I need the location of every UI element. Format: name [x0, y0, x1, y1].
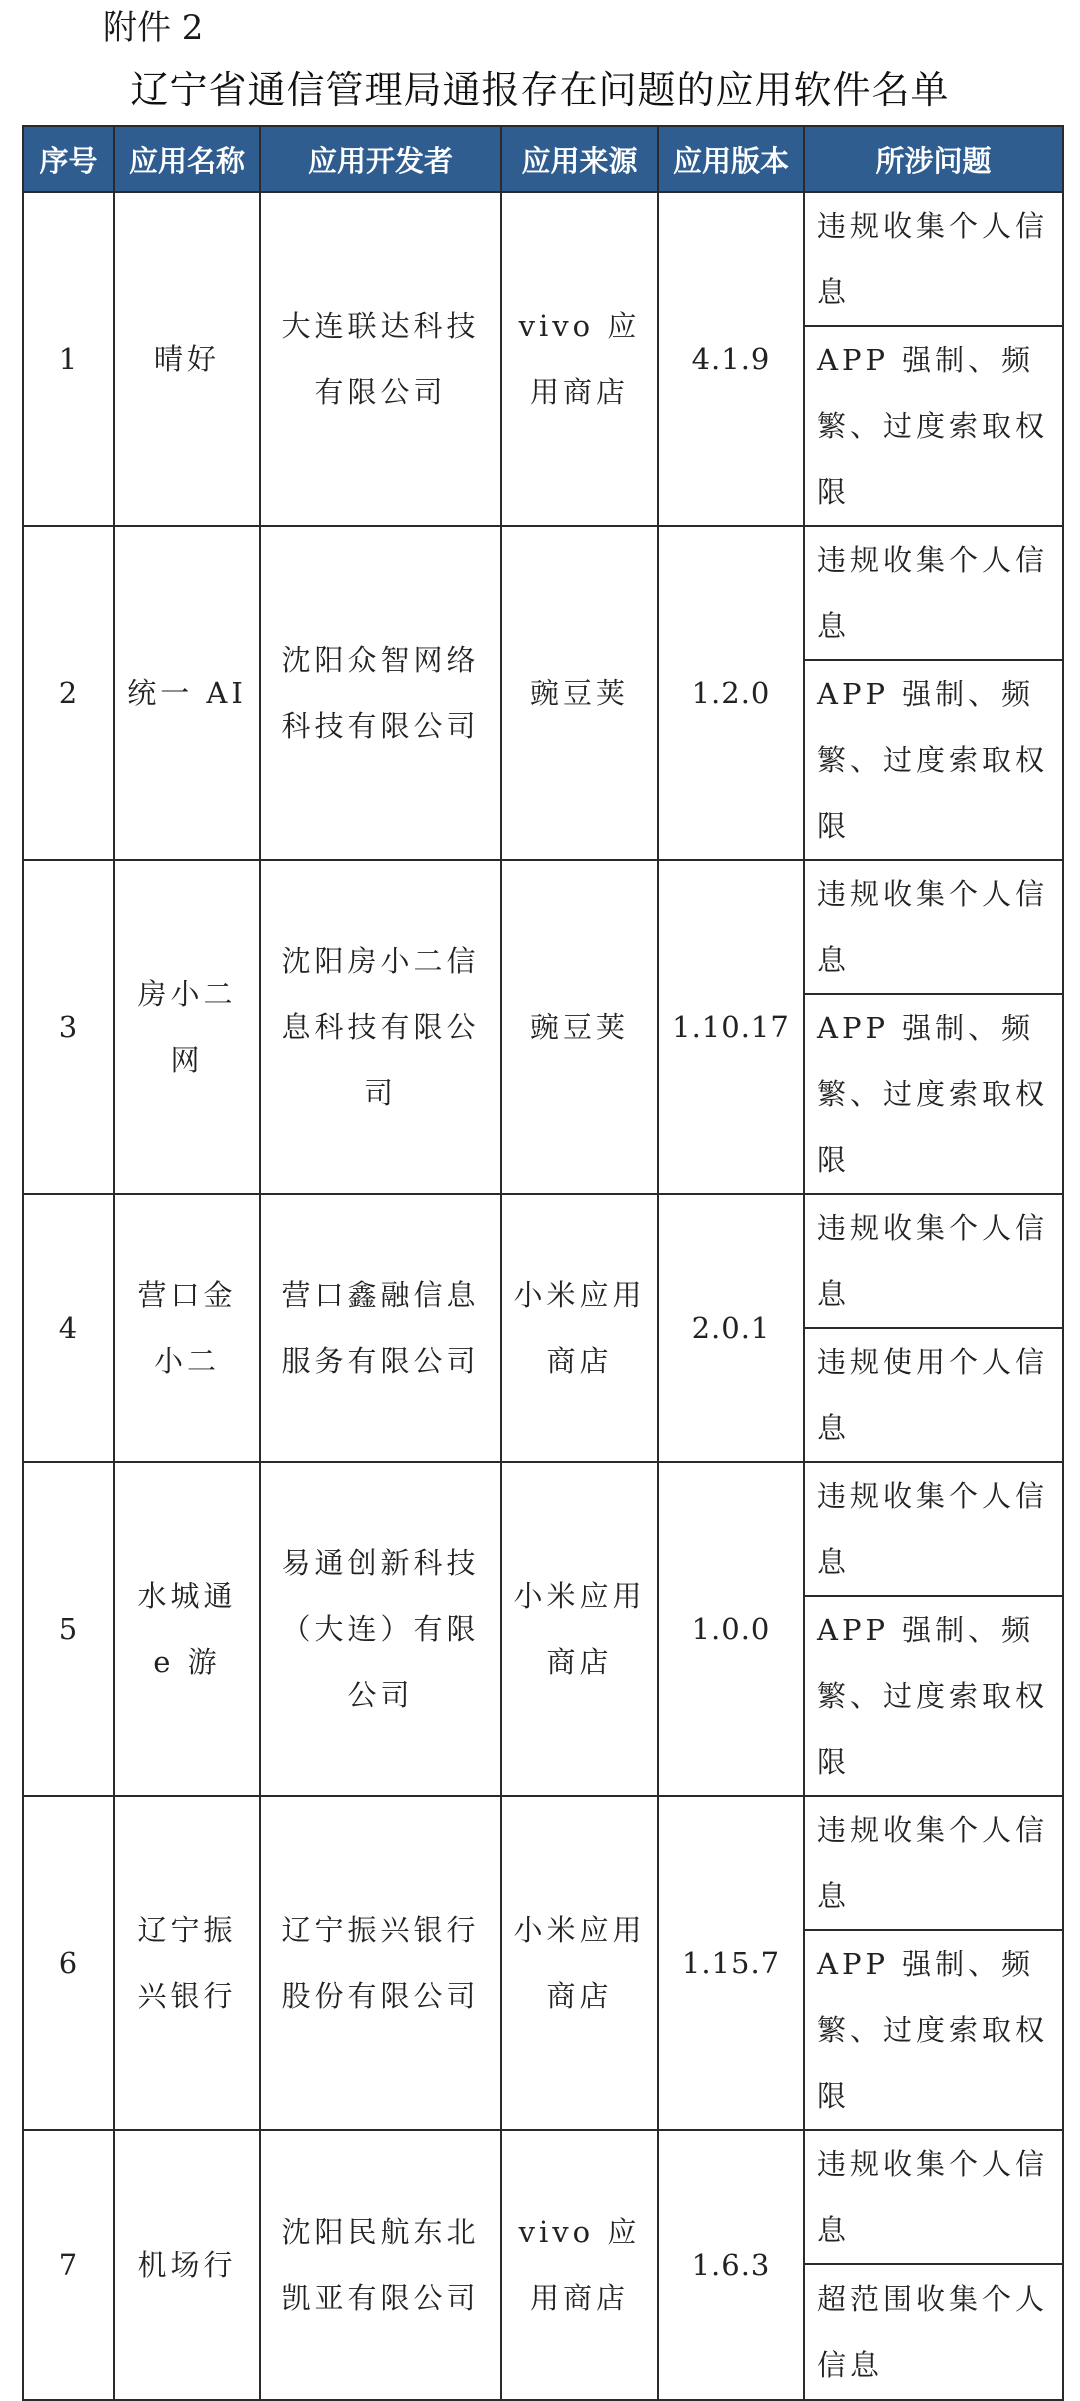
- app-version: 1.2.0: [658, 526, 804, 860]
- issue-cell: APP 强制、频繁、过度索取权限: [804, 994, 1063, 1194]
- issue-cell: 超范围收集个人信息: [804, 2264, 1063, 2400]
- issue-cell: APP 强制、频繁、过度索取权限: [804, 660, 1063, 860]
- row-number: 4: [23, 1194, 114, 1462]
- issue-cell: 违规收集个人信息: [804, 1796, 1063, 1930]
- issue-cell: APP 强制、频繁、过度索取权限: [804, 1596, 1063, 1796]
- app-version: 1.15.7: [658, 1796, 804, 2130]
- row-number: 6: [23, 1796, 114, 2130]
- app-source: 小米应用商店: [501, 1462, 658, 1796]
- attachment-label: 附件 2: [103, 8, 204, 48]
- issue-cell: 违规收集个人信息: [804, 1462, 1063, 1596]
- app-name: 水城通 e 游: [114, 1462, 260, 1796]
- app-developer: 大连联达科技有限公司: [260, 192, 501, 526]
- issue-cell: 违规收集个人信息: [804, 526, 1063, 660]
- col-header-name: 应用名称: [114, 126, 260, 192]
- row-number: 5: [23, 1462, 114, 1796]
- col-header-version: 应用版本: [658, 126, 804, 192]
- app-developer: 营口鑫融信息服务有限公司: [260, 1194, 501, 1462]
- row-number: 2: [23, 526, 114, 860]
- col-header-no: 序号: [23, 126, 114, 192]
- app-version: 2.0.1: [658, 1194, 804, 1462]
- issue-cell: APP 强制、频繁、过度索取权限: [804, 326, 1063, 526]
- col-header-source: 应用来源: [501, 126, 658, 192]
- app-version: 1.10.17: [658, 860, 804, 1194]
- issue-cell: 违规收集个人信息: [804, 1194, 1063, 1328]
- app-source: 小米应用商店: [501, 1194, 658, 1462]
- app-source: vivo 应用商店: [501, 2130, 658, 2400]
- app-developer: 易通创新科技（大连）有限公司: [260, 1462, 501, 1796]
- app-name: 晴好: [114, 192, 260, 526]
- app-developer: 沈阳民航东北凯亚有限公司: [260, 2130, 501, 2400]
- issue-cell: 违规收集个人信息: [804, 860, 1063, 994]
- table-header-row: [23, 126, 1063, 192]
- app-version: 1.0.0: [658, 1462, 804, 1796]
- table-row: [23, 1796, 1063, 1930]
- app-source: 小米应用商店: [501, 1796, 658, 2130]
- col-header-developer: 应用开发者: [260, 126, 501, 192]
- app-developer: 辽宁振兴银行股份有限公司: [260, 1796, 501, 2130]
- table-body: [23, 192, 1063, 2400]
- row-number: 1: [23, 192, 114, 526]
- app-developer: 沈阳众智网络科技有限公司: [260, 526, 501, 860]
- app-source: 豌豆荚: [501, 526, 658, 860]
- app-developer: 沈阳房小二信息科技有限公司: [260, 860, 501, 1194]
- app-name: 机场行: [114, 2130, 260, 2400]
- app-source: vivo 应用商店: [501, 192, 658, 526]
- table-row: [23, 526, 1063, 660]
- table-row: [23, 2130, 1063, 2264]
- row-number: 7: [23, 2130, 114, 2400]
- app-name: 房小二网: [114, 860, 260, 1194]
- issue-cell: 违规收集个人信息: [804, 2130, 1063, 2264]
- app-name: 统一 AI: [114, 526, 260, 860]
- app-list-table: [22, 125, 1064, 2401]
- app-version: 1.6.3: [658, 2130, 804, 2400]
- row-number: 3: [23, 860, 114, 1194]
- table-row: [23, 860, 1063, 994]
- table-row: [23, 1462, 1063, 1596]
- table-row: [23, 1194, 1063, 1328]
- page-title: 辽宁省通信管理局通报存在问题的应用软件名单: [130, 68, 950, 112]
- app-name: 辽宁振兴银行: [114, 1796, 260, 2130]
- col-header-issues: 所涉问题: [804, 126, 1063, 192]
- app-version: 4.1.9: [658, 192, 804, 526]
- issue-cell: APP 强制、频繁、过度索取权限: [804, 1930, 1063, 2130]
- issue-cell: 违规收集个人信息: [804, 192, 1063, 326]
- app-source: 豌豆荚: [501, 860, 658, 1194]
- app-name: 营口金小二: [114, 1194, 260, 1462]
- issue-cell: 违规使用个人信息: [804, 1328, 1063, 1462]
- table-row: [23, 192, 1063, 326]
